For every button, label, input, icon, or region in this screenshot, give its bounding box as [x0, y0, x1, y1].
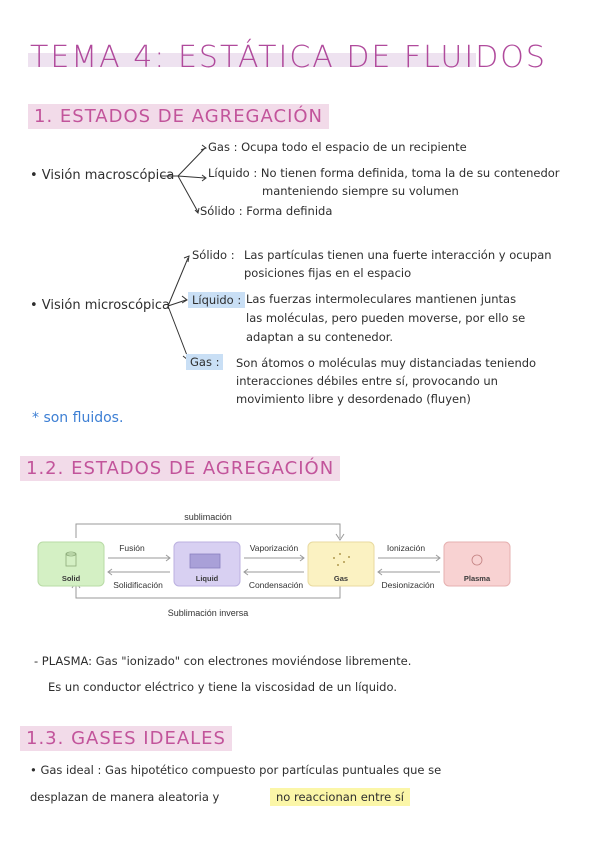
- fluids-note: * son fluidos.: [32, 410, 124, 426]
- label-sublimacion: sublimación: [184, 512, 232, 522]
- label-ionizacion: Ionización: [386, 543, 426, 553]
- label-liquid: Liquid: [195, 574, 219, 583]
- label-desionizacion: Desionización: [381, 580, 435, 590]
- plasma-line-1: - PLASMA: Gas "ionizado" con electrones moviéndose libremente.: [34, 654, 412, 668]
- micro-solido-1: Las partículas tienen una fuerte interacción y ocupan: [244, 248, 552, 262]
- micro-gas-1: Son átomos o moléculas muy distanciadas teniendo: [236, 356, 537, 370]
- macro-solido: Sólido : Forma definida: [200, 204, 333, 218]
- section-heading-estados: 1. ESTADOS DE AGREGACIÓN: [28, 104, 329, 129]
- section-heading-estados-2: 1.2. ESTADOS DE AGREGACIÓN: [20, 456, 340, 481]
- macro-liquido-2: manteniendo siempre su volumen: [262, 184, 459, 198]
- page-title: TEMA 4: ESTÁTICA DE FLUIDOS: [30, 40, 547, 75]
- label-solid: Solid: [61, 574, 81, 583]
- micro-liquido-1: Las fuerzas intermoleculares mantienen juntas: [246, 292, 517, 306]
- micro-solido-term: Sólido :: [192, 248, 235, 262]
- micro-label: • Visión microscópica: [30, 298, 171, 313]
- section-heading-gases-ideales: 1.3. GASES IDEALES: [20, 726, 232, 751]
- micro-bracket-arrows: [162, 250, 202, 370]
- micro-liquido-2: las moléculas, pero pueden moverse, por ello se: [246, 311, 526, 325]
- label-condensacion: Condensación: [248, 580, 304, 590]
- micro-gas-3: movimiento libre y desordenado (fluyen): [236, 392, 471, 406]
- macro-label: • Visión macroscópica: [30, 168, 175, 183]
- micro-liquido-term: Líquido :: [188, 292, 245, 308]
- macro-liquido-1: Líquido : No tienen forma definida, toma la de su contenedor: [208, 166, 560, 180]
- gas-ideal-line-2a: desplazan de manera aleatoria y: [30, 790, 220, 804]
- states-diagram: [28, 502, 524, 626]
- label-gas: Gas: [333, 574, 349, 583]
- gas-ideal-line-1: • Gas ideal : Gas hipotético compuesto por partículas puntuales que se: [30, 763, 442, 777]
- macro-gas: Gas : Ocupa todo el espacio de un recipiente: [208, 140, 467, 154]
- micro-solido-2: posiciones fijas en el espacio: [244, 266, 412, 280]
- gas-ideal-line-2b: no reaccionan entre sí: [270, 788, 410, 806]
- micro-gas-term: Gas :: [186, 354, 223, 370]
- label-vaporizacion: Vaporización: [249, 543, 299, 553]
- micro-gas-2: interacciones débiles entre sí, provocando un: [236, 374, 498, 388]
- label-sublimacion-inversa: Sublimación inversa: [167, 608, 249, 618]
- label-plasma: Plasma: [463, 574, 491, 583]
- label-fusion: Fusión: [119, 543, 145, 553]
- label-solidificacion: Solidificación: [113, 580, 163, 590]
- micro-liquido-3: adaptan a su contenedor.: [246, 330, 394, 344]
- plasma-line-2: Es un conductor eléctrico y tiene la viscosidad de un líquido.: [48, 680, 397, 694]
